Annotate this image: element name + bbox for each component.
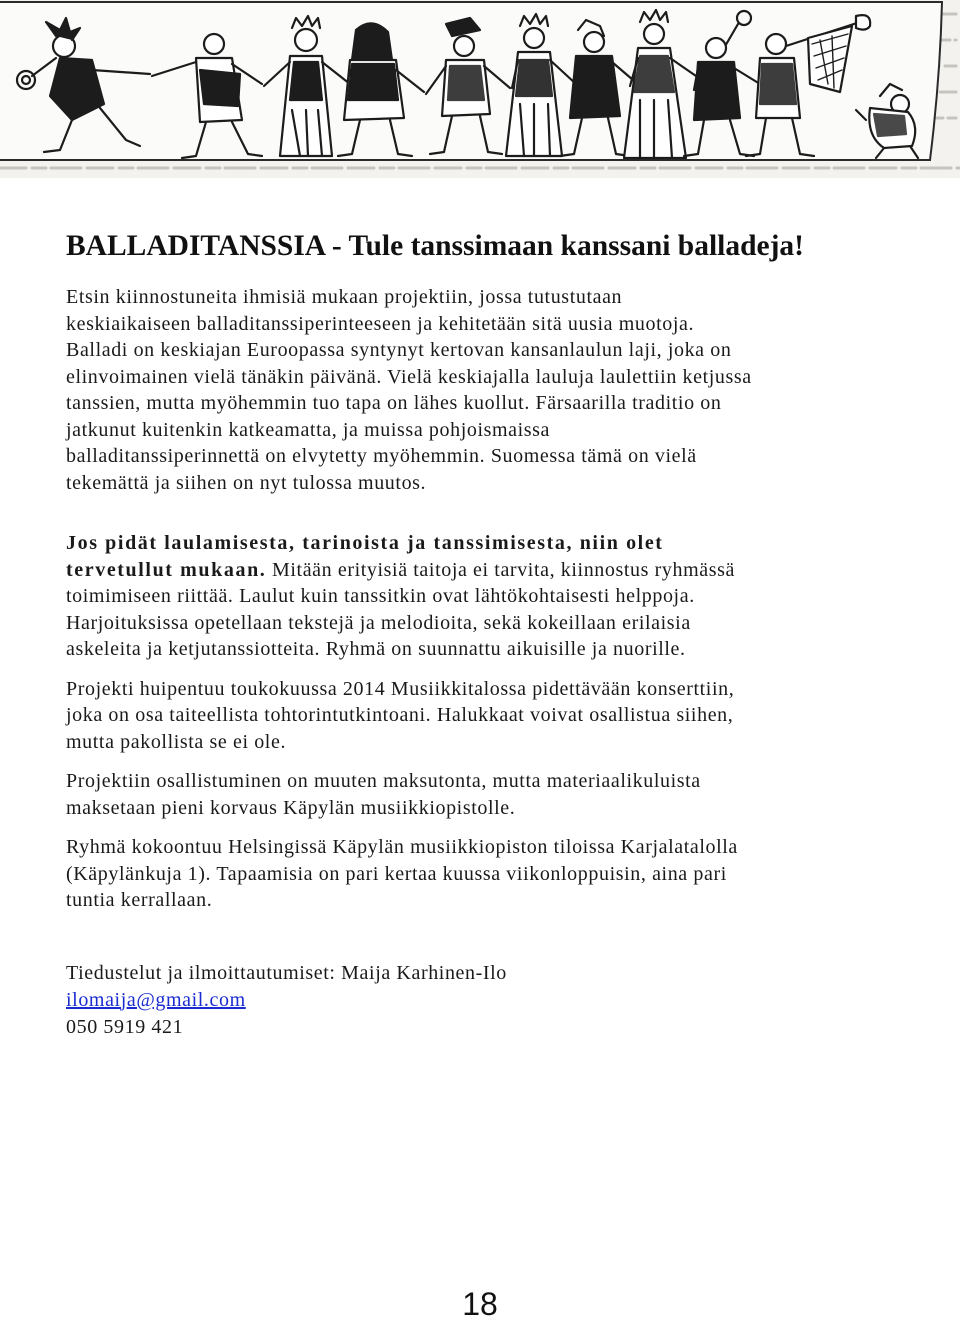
intro-paragraph	[66, 284, 926, 337]
history-line-6: tekemättä ja siihen on nyt tulossa muutos.	[66, 471, 427, 494]
cost-paragraph	[66, 768, 926, 821]
page-number: 18	[462, 1286, 498, 1322]
page-title: BALLADITANSSIA - Tule tanssimaan kanssani balladeja!	[66, 230, 805, 262]
invite-bold-line-2: tervetullut mukaan.	[66, 558, 267, 581]
email-link[interactable]: ilomaija@gmail.com	[66, 988, 246, 1011]
project-line-2: joka on osa taiteellista tohtorintutkintoani. Halukkaat voivat osallistua siihen,	[66, 704, 734, 726]
flyer-content	[66, 226, 926, 1041]
invite-bold-line-1: Jos pidät laulamisesta, tarinoista ja tanssimisesta, niin olet	[66, 532, 664, 554]
project-line-1: Projekti huipentuu toukokuussa 2014 Musiikkitalossa pidettävään konserttiin,	[66, 677, 735, 700]
spacer	[66, 914, 926, 960]
project-paragraph	[66, 676, 926, 756]
medieval-dancers-drawing	[0, 0, 960, 178]
intro-line-2: keskiaikaiseen balladitanssiperinteeseen ja kehitetään sitä uusia muotoja.	[66, 312, 695, 335]
contact-block	[66, 960, 926, 1041]
invite-line-3: toimimiseen riittää. Laulut kuin tanssitkin ovat lähtökohtaisesti helppoja.	[66, 585, 695, 607]
project-line-3: mutta pakollista se ei ole.	[66, 730, 287, 753]
spacer	[66, 496, 926, 530]
history-line-4: jatkunut kuitenkin katkeamatta, ja muissa pohjoismaissa	[66, 418, 551, 441]
invite-rest-line-2: Mitään erityisiä taitoja ei tarvita, kiinnostus ryhmässä	[266, 558, 735, 581]
phone-number: 050 5919 421	[66, 1015, 184, 1038]
invite-line-4: Harjoituksissa opetellaan tekstejä ja melodioita, sekä kokeillaan erilaisia	[66, 611, 691, 634]
meeting-paragraph	[66, 834, 926, 914]
meeting-line-2: (Käpylänkuja 1). Tapaamisia on pari kertaa kuussa viikonloppuisin, aina pari	[66, 862, 727, 885]
header-illustration	[0, 0, 960, 178]
invite-paragraph	[66, 530, 926, 663]
history-line-1: Balladi on keskiajan Euroopassa syntynyt kertovan kansanlaulun laji, joka on	[66, 339, 732, 361]
intro-line-1: Etsin kiinnostuneita ihmisiä mukaan projektiin, jossa tutustutaan	[66, 286, 623, 308]
meeting-line-1: Ryhmä kokoontuu Helsingissä Käpylän musiikkiopiston tiloissa Karjalatalolla	[66, 836, 738, 858]
history-line-5: balladitanssiperinnettä on elvytetty myöhemmin. Suomessa tämä on vielä	[66, 445, 697, 467]
history-line-2: elinvoimainen vielä tänäkin päivänä. Vielä keskiajalla lauluja laulettiin ketjussa	[66, 365, 752, 388]
invite-line-2	[66, 557, 926, 584]
history-paragraph	[66, 337, 926, 496]
contact-label: Tiedustelut ja ilmoittautumiset: Maija Karhinen-Ilo	[66, 961, 507, 984]
cost-line-2: maksetaan pieni korvaus Käpylän musiikkiopistolle.	[66, 796, 516, 819]
meeting-line-3: tuntia kerrallaan.	[66, 889, 213, 911]
invite-line-5: askeleita ja ketjutanssiotteita. Ryhmä on suunnattu aikuisille ja nuorille.	[66, 638, 686, 660]
cost-line-1: Projektiin osallistuminen on muuten maksutonta, mutta materiaalikuluista	[66, 770, 701, 792]
history-line-3: tanssien, mutta myöhemmin tuo tapa on lähes kuollut. Färsaarilla traditio on	[66, 392, 722, 414]
